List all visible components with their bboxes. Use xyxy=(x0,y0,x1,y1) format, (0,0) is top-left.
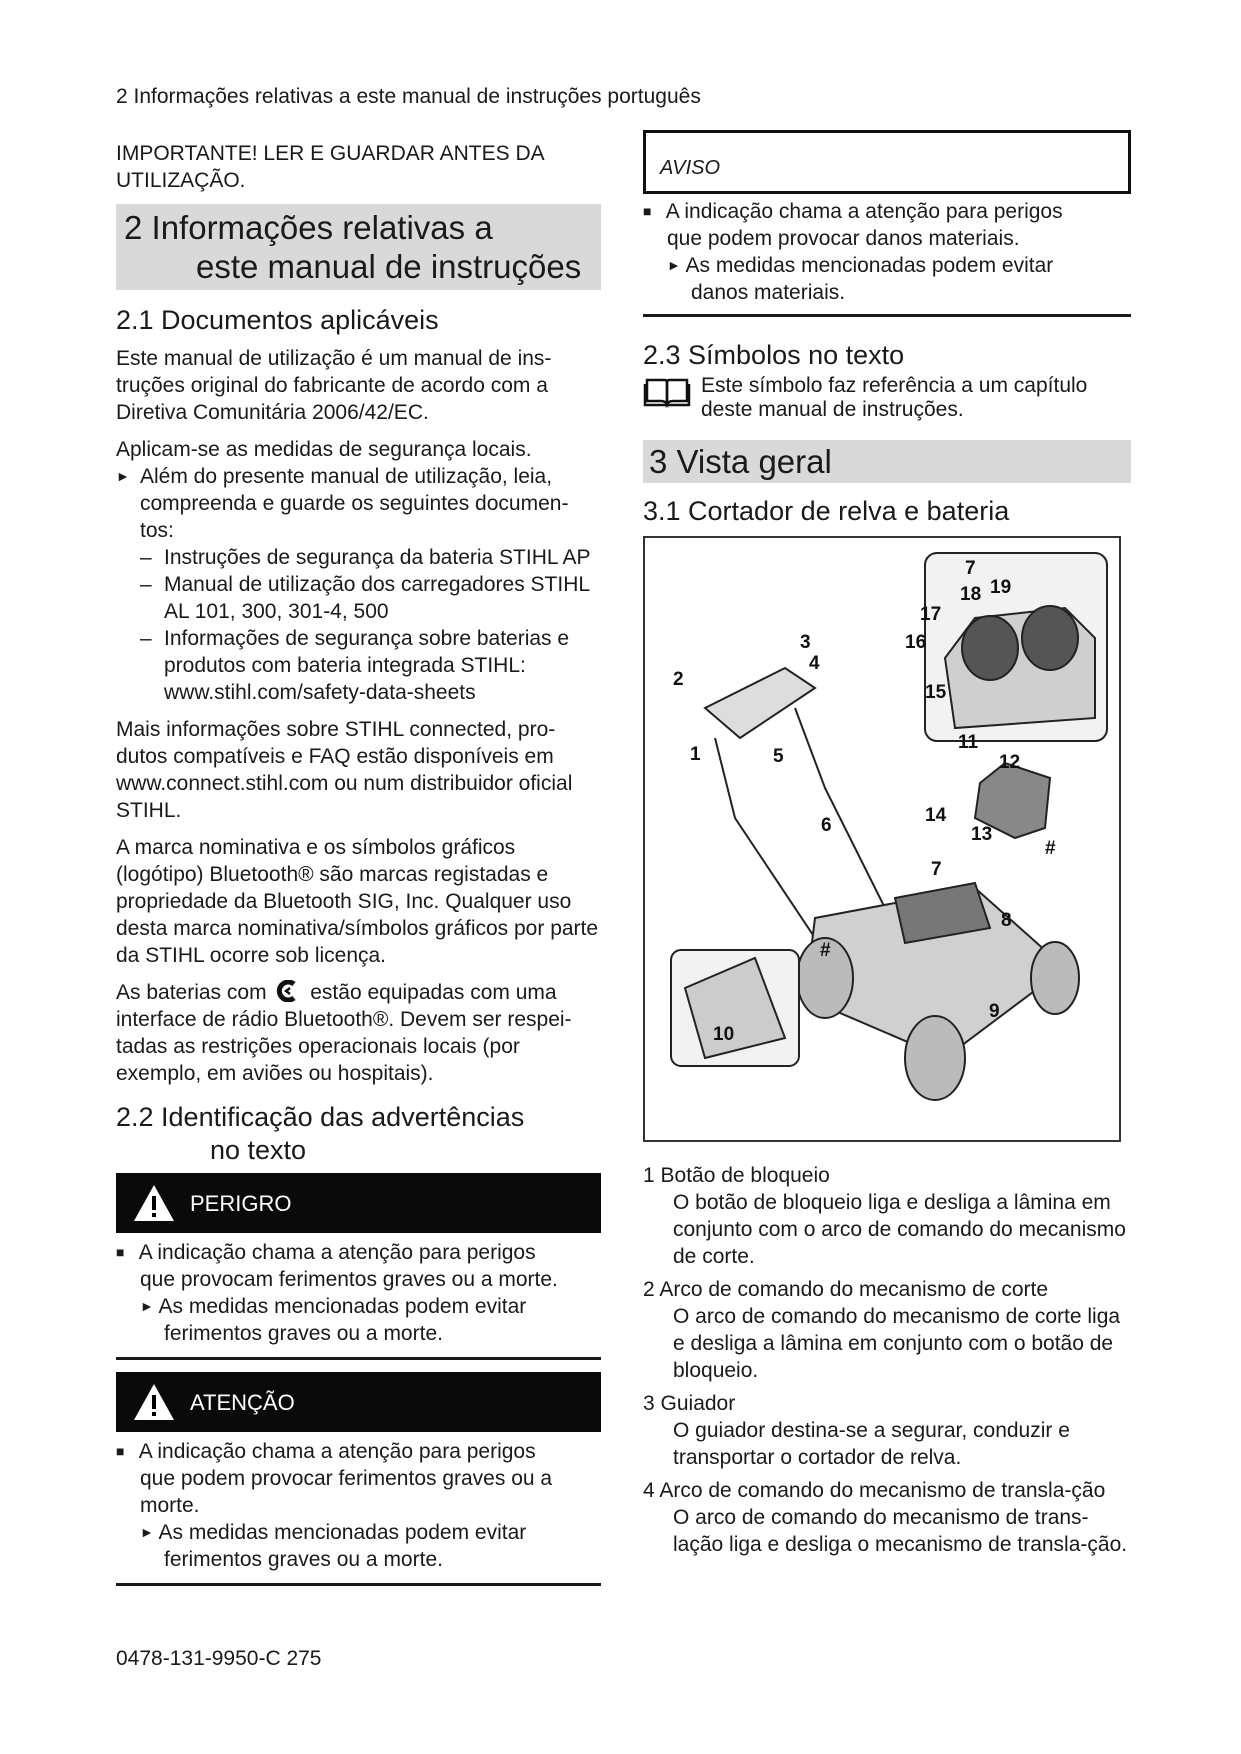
action-triangle-icon: ► xyxy=(140,1298,154,1314)
legend-item-title: 1 Botão de bloqueio xyxy=(643,1164,830,1187)
bluetooth-brand-paragraph: A marca nominativa e os símbolos gráficos (logótipo) Bluetooth® são marcas registadas e propriedade da Bluetooth SIG, Inc. Qualquer uso desta marca nominativa/símbolos gráficos por parte da STIHL ocorre sob licença. xyxy=(116,836,599,967)
callout-label: 14 xyxy=(925,805,947,826)
warning-triangle-icon xyxy=(126,1173,182,1233)
notice-body xyxy=(643,198,1131,306)
square-bullet-icon: ■ xyxy=(643,203,652,219)
caution-action: As medidas mencionadas podem evitar xyxy=(158,1521,527,1544)
doc-item-text: Informações de segurança sobre baterias e produtos com bateria integrada STIHL: www.stihl.com/safety-data-sheets xyxy=(164,627,570,704)
book-icon xyxy=(643,374,691,408)
callout-label: 10 xyxy=(713,1024,735,1045)
callout-label: 11 xyxy=(958,732,979,753)
callout-label: 8 xyxy=(1001,910,1012,931)
doc-item: – Manual de utilização dos carregadores STIHL AL 101, 300, 301-4, 500 xyxy=(140,573,590,623)
important-notice: IMPORTANTE! LER E GUARDAR ANTES DA UTILIZAÇÃO. xyxy=(116,142,544,192)
caution-banner xyxy=(116,1372,601,1432)
action-triangle-icon: ► xyxy=(116,468,130,484)
action-triangle-icon: ► xyxy=(140,1524,154,1540)
mower-illustration xyxy=(645,538,1119,1140)
callout-label: 6 xyxy=(821,815,832,836)
battery-text-b: estão equipadas com uma interface de rádio Bluetooth®. Devem ser respei-tadas as restrições operacionais locais (por exemplo, em aviões ou hospitais). xyxy=(116,981,572,1085)
legend-item-desc: O botão de bloqueio liga e desliga a lâmina em conjunto com o arco de comando do mecanismo de corte. xyxy=(673,1191,1126,1268)
chapter-2-heading xyxy=(116,204,601,290)
callout-label: 9 xyxy=(989,1001,1000,1022)
caution-body xyxy=(116,1438,601,1573)
chapter-3-heading: 3 Vista geral xyxy=(643,440,1131,483)
danger-label: PERIGRO xyxy=(190,1190,292,1216)
battery-text-a: As baterias com xyxy=(116,981,267,1004)
danger-line: A indicação chama a atenção para perigos xyxy=(138,1241,536,1264)
action-read-docs-text: Além do presente manual de utilização, leia, compreenda e guarde os seguintes documen-tos: xyxy=(140,465,569,542)
local-safety-paragraph: Aplicam-se as medidas de segurança locais. xyxy=(116,438,532,461)
callout-label: # xyxy=(1045,838,1056,859)
callout-label: 1 xyxy=(690,744,701,765)
callout-label: 17 xyxy=(920,604,942,625)
notice-action: As medidas mencionadas podem evitar xyxy=(685,254,1054,277)
chapter-2-heading-line1: 2 Informações relativas a xyxy=(124,209,493,246)
caution-action: ferimentos graves ou a morte. xyxy=(164,1548,443,1571)
section-2-2-title xyxy=(116,1101,601,1167)
running-header: 2 Informações relativas a este manual de instruções português xyxy=(116,85,701,108)
notice-label: AVISO xyxy=(660,157,721,179)
danger-action: ferimentos graves ou a morte. xyxy=(164,1322,443,1345)
callout-label: 15 xyxy=(925,682,947,703)
right-column xyxy=(643,130,1131,1558)
warning-triangle-icon xyxy=(126,1372,182,1432)
divider xyxy=(116,1357,601,1360)
doc-item-text: Manual de utilização dos carregadores STIHL AL 101, 300, 301-4, 500 xyxy=(164,573,590,623)
divider xyxy=(643,314,1131,317)
divider xyxy=(116,1583,601,1586)
danger-body xyxy=(116,1239,601,1347)
caution-line: morte. xyxy=(140,1494,200,1517)
notice-line: A indicação chama a atenção para perigos xyxy=(665,200,1063,223)
callout-label: 2 xyxy=(673,669,684,690)
legend-item-title: 2 Arco de comando do mecanismo de corte xyxy=(643,1278,1049,1301)
section-2-1-paragraph: Este manual de utilização é um manual de ins-truções original do fabricante de acordo com a Diretiva Comunitária 2006/42/EC. xyxy=(116,347,552,424)
caution-line: A indicação chama a atenção para perigos xyxy=(138,1440,536,1463)
chapter-2-heading-line2: este manual de instruções xyxy=(196,248,582,285)
callout-label: 18 xyxy=(960,584,982,605)
section-2-2-title-line1: 2.2 Identificação das advertências xyxy=(116,1102,525,1132)
symbol-explanation xyxy=(643,374,1131,422)
danger-banner xyxy=(116,1173,601,1233)
legend-item-desc: O guiador destina-se a segurar, conduzir e transportar o cortador de relva. xyxy=(673,1419,1070,1469)
connected-paragraph: Mais informações sobre STIHL connected, pro-dutos compatíveis e FAQ estão disponíveis em www.connect.stihl.com ou num distribuidor oficial STIHL. xyxy=(116,718,573,822)
callout-label: 7 xyxy=(965,558,976,579)
doc-item: – Instruções de segurança da bateria STIHL AP xyxy=(140,546,591,569)
legend-item-title: 3 Guiador xyxy=(643,1392,736,1415)
caution-line: que podem provocar ferimentos graves ou a xyxy=(140,1467,553,1490)
legend-item-desc: O arco de comando do mecanismo de corte liga e desliga a lâmina em conjunto com o botão de bloqueio. xyxy=(673,1305,1121,1382)
callout-label: 5 xyxy=(773,746,784,767)
legend-item-title: 4 Arco de comando do mecanismo de transla-ção xyxy=(643,1479,1106,1502)
caution-label: ATENÇÃO xyxy=(190,1389,295,1415)
notice-box xyxy=(643,130,1131,194)
legend-item-desc: O arco de comando do mecanismo de trans-lação liga e desliga o mecanismo de transla-ção. xyxy=(673,1506,1128,1556)
callout-label: 12 xyxy=(999,752,1021,773)
callout-label: 19 xyxy=(990,577,1012,598)
callout-label: 3 xyxy=(800,632,811,653)
callout-label: 13 xyxy=(971,824,993,845)
section-2-2-title-line2: no texto xyxy=(210,1135,307,1165)
section-3-1-title: 3.1 Cortador de relva e bateria xyxy=(643,496,1010,526)
section-2-1-title: 2.1 Documentos aplicáveis xyxy=(116,305,439,335)
symbol-explanation-text: Este símbolo faz referência a um capítulo deste manual de instruções. xyxy=(701,374,1088,421)
action-read-docs xyxy=(116,463,601,544)
callout-label: 4 xyxy=(809,653,820,674)
doc-item: – Informações de segurança sobre baterias e produtos com bateria integrada STIHL: www.stihl.com/safety-data-sheets xyxy=(140,627,570,704)
bluetooth-battery-paragraph xyxy=(116,979,601,1087)
mower-overview-figure xyxy=(643,536,1121,1142)
square-bullet-icon: ■ xyxy=(116,1244,125,1260)
page-footer: 0478-131-9950-C 275 xyxy=(116,1647,322,1670)
square-bullet-icon: ■ xyxy=(116,1443,125,1459)
danger-action: As medidas mencionadas podem evitar xyxy=(158,1295,527,1318)
notice-line: que podem provocar danos materiais. xyxy=(667,227,1020,250)
callout-label: 7 xyxy=(931,859,942,880)
callout-label: 16 xyxy=(905,632,927,653)
action-triangle-icon: ► xyxy=(667,257,681,273)
callout-label: # xyxy=(820,940,831,961)
danger-line: que provocam ferimentos graves ou a morte. xyxy=(140,1268,558,1291)
stihl-connected-icon xyxy=(276,980,300,1002)
notice-action: danos materiais. xyxy=(691,281,846,304)
section-2-3-title: 2.3 Símbolos no texto xyxy=(643,340,905,370)
left-column xyxy=(116,140,601,1598)
doc-item-text: Instruções de segurança da bateria STIHL AP xyxy=(164,546,591,569)
